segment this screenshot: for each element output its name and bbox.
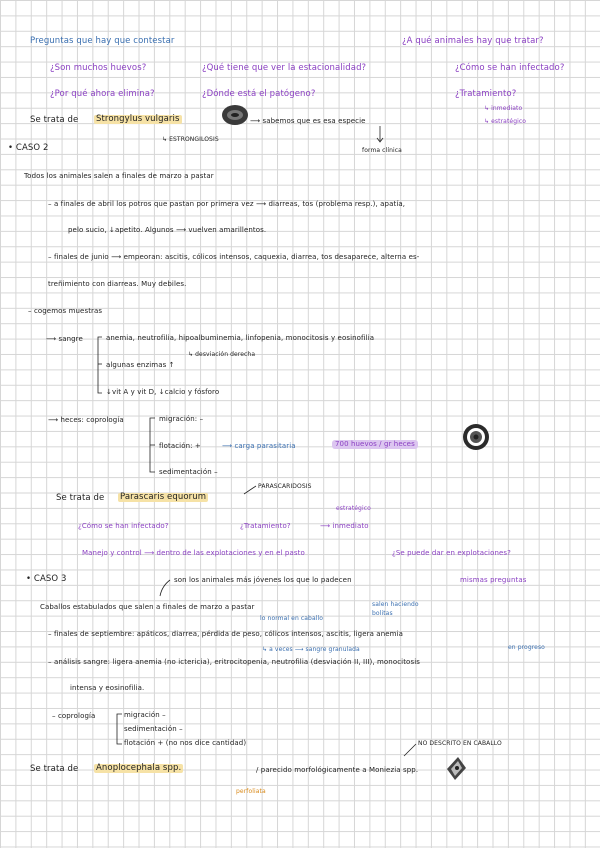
case1-clinical-form: forma clínica xyxy=(362,147,402,154)
caso2-heces-text: heces: coprología xyxy=(60,416,124,424)
caso2-carga: ⟶ carga parasitaria xyxy=(222,442,296,450)
question-seasonality: ¿Qué tiene que ver la estacionalidad? xyxy=(202,63,367,73)
treatment-strategic: ↳ estratégico xyxy=(484,118,527,125)
caso2-inmediato: ⟶ inmediato xyxy=(320,522,369,530)
caso3-copro-text: coprología xyxy=(57,712,96,720)
dash: – xyxy=(52,712,58,720)
caso2-sangre-findings: anemia, neutrofilia, hipoalbuminemia, linfopenia, monocitosis y eosinofilia xyxy=(106,334,375,342)
caso3-parecido-text: parecido morfológicamente a Moniezia spp. xyxy=(260,766,419,774)
caso2-samples-text: cogemos muestras xyxy=(33,307,103,315)
caso2-title-text: CASO 2 xyxy=(15,143,49,153)
dash: – xyxy=(48,253,54,261)
caso3-a-veces: ↳ a veces ⟶ sangre granulada xyxy=(262,646,360,653)
arrow: ⟶ xyxy=(48,416,61,424)
caso2-q-explotaciones: ¿Se puede dar en explotaciones? xyxy=(392,549,511,557)
caso3-line1: Caballos estabulados que salen a finales de marzo a pastar xyxy=(40,603,255,611)
question-where: ¿Dónde está el patógeno? xyxy=(202,89,316,99)
caso3-normal: lo normal en caballo xyxy=(260,615,324,622)
question-many-eggs: ¿Son muchos huevos? xyxy=(50,63,147,73)
caso3-migracion: migración – xyxy=(124,711,166,719)
case1-known-species: ⟶ sabemos que es esa especie xyxy=(250,117,366,125)
caso3-salen-note: salen haciendo bolitas xyxy=(372,601,419,617)
bullet-dot: • xyxy=(26,574,34,584)
caso3-no-descrito: NO DESCRITO EN CABALLO xyxy=(418,740,502,747)
questions-title: Preguntas que hay que contestar xyxy=(30,36,175,46)
caso2-huevos: 700 huevos / gr heces xyxy=(332,440,418,449)
bullet-dot: • xyxy=(8,143,16,153)
caso2-flotacion: flotación: + xyxy=(159,442,201,450)
caso3-se-trata: Se trata de xyxy=(30,764,79,774)
case1-disease: ↳ ESTRONGILOSIS xyxy=(162,136,219,143)
caso2-enzimas: algunas enzimas ↑ xyxy=(106,361,175,369)
caso3-young: son los animales más jóvenes los que lo padecen xyxy=(174,576,352,584)
question-infected: ¿Cómo se han infectado? xyxy=(455,63,565,73)
caso3-same-questions: mismas preguntas xyxy=(460,576,527,584)
question-why-now: ¿Por qué ahora elimina? xyxy=(50,89,155,99)
caso3-perfoliata: perfoliata xyxy=(236,788,266,795)
caso3-flotacion: flotación + (no nos dice cantidad) xyxy=(124,739,247,747)
caso2-bullet2-line1-text: finales de junio ⟶ empeoran: ascitis, cólicos intensos, caquexia, diarrea, tos desaparece, alterna es- xyxy=(53,253,420,261)
caso3-analisis-text: análisis sangre: ligera anemia (no ictericia), eritrocitopenia, neutrofilia (desviación II, III), monocitosis xyxy=(53,658,420,666)
caso2-disease: PARASCARIDOSIS xyxy=(258,483,312,490)
caso2-sangre-label: ⟶ sangre xyxy=(46,335,83,343)
question-animals: ¿A qué animales hay que tratar? xyxy=(402,36,544,46)
caso2-desviacion: ↳ desviación derecha xyxy=(188,351,256,358)
case1-se-trata: Se trata de xyxy=(30,115,79,125)
caso2-bullet2-line2: treñimiento con diarreas. Muy debiles. xyxy=(48,280,187,288)
caso2-vitamins: ↓vit A y vit D, ↓calcio y fósforo xyxy=(106,388,220,396)
caso2-q-infected: ¿Cómo se han infectado? xyxy=(78,522,169,530)
caso2-q-treatment: ¿Tratamiento? xyxy=(240,522,291,530)
question-treatment: ¿Tratamiento? xyxy=(455,89,517,99)
caso2-sedimentacion: sedimentación – xyxy=(159,468,218,476)
dash: – xyxy=(48,658,54,666)
caso3-progreso: en progreso xyxy=(508,644,545,651)
case1-species: Strongylus vulgaris xyxy=(96,114,180,124)
caso2-bullet1-line2: pelo sucio, ↓apetito. Algunos ⟶ vuelven amarillentos. xyxy=(68,226,267,234)
caso2-estrategico: estratégico xyxy=(336,505,371,512)
caso2-migracion: migración: – xyxy=(159,415,204,423)
caso3-title-text: CASO 3 xyxy=(33,574,67,584)
caso2-manejo: Manejo y control ⟶ dentro de las explotaciones y en el pasto xyxy=(82,549,305,557)
caso3-species: Anoplocephala spp. xyxy=(96,763,182,773)
dash: – xyxy=(48,630,54,638)
caso3-analisis2: intensa y eosinofilia. xyxy=(70,684,145,692)
dash: – xyxy=(48,200,54,208)
dash: – xyxy=(28,307,34,315)
caso3-sedimentacion: sedimentación – xyxy=(124,725,183,733)
treatment-immediate: ↳ inmediato xyxy=(484,105,523,112)
caso2-line1: Todos los animales salen a finales de marzo a pastar xyxy=(24,172,214,180)
caso2-bullet1-line1-text: a finales de abril los potros que pastan por primera vez ⟶ diarreas, tos (problema resp.), apatía, xyxy=(53,200,406,208)
caso2-se-trata: Se trata de xyxy=(56,493,105,503)
caso3-sept-text: finales de septiembre: apáticos, diarrea, pérdida de peso, cólicos intensos, ascitis, ligera anemia xyxy=(53,630,403,638)
caso2-species: Parascaris equorum xyxy=(120,492,207,502)
slash: / xyxy=(256,766,261,774)
